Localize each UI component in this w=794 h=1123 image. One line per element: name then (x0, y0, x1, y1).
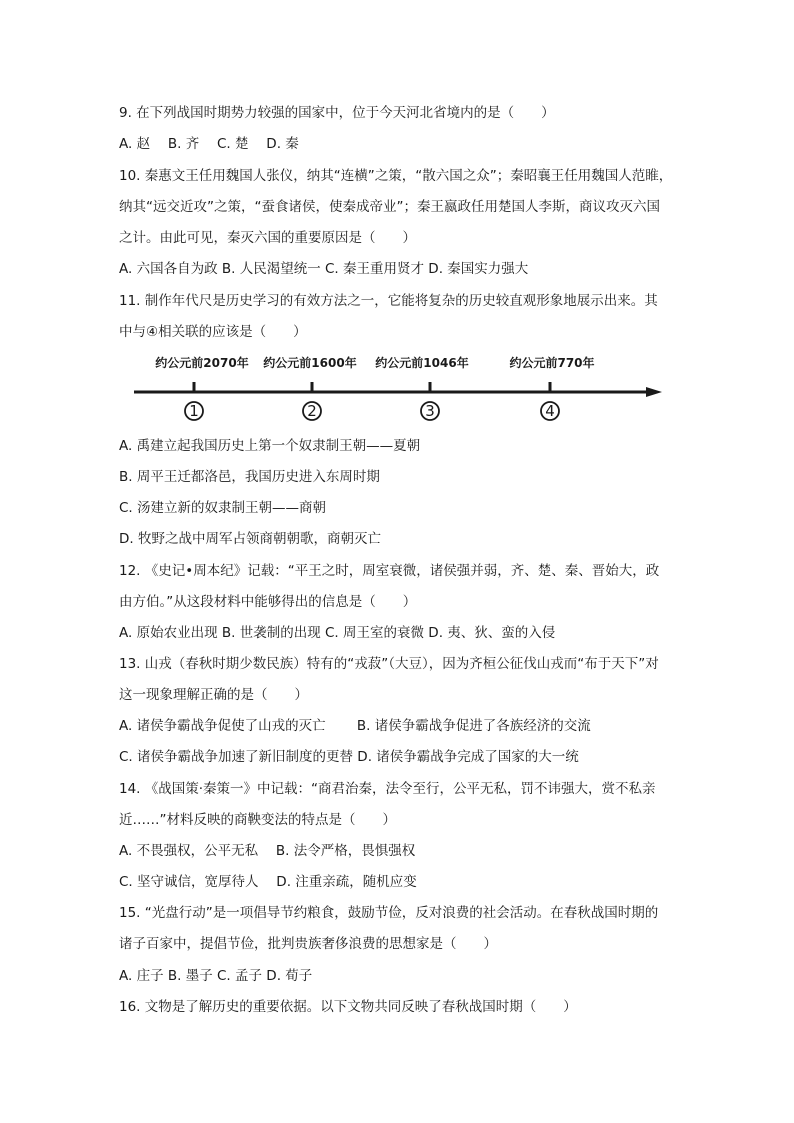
q11-option-b: B. 周平王迁都洛邑，我国历史进入东周时期 (119, 469, 380, 485)
timeline-number-4: 4 (545, 402, 555, 420)
q12-options: A. 原始农业出现 B. 世袭制的出现 C. 周王室的衰微 D. 夷、狄、蛮的入侵 (119, 625, 556, 641)
q16-stem: 16. 文物是了解历史的重要依据。以下文物共同反映了春秋战国时期（ ） (119, 999, 577, 1015)
q13-options-ab: A. 诸侯争霸战争促使了山戎的灭亡 B. 诸侯争霸战争促进了各族经济的交流 (119, 718, 591, 734)
q15-stem-1: 15. “光盘行动”是一项倡导节约粮食，鼓励节俭，反对浪费的社会活动。在春秋战国时期的 (119, 905, 659, 921)
timeline-diagram (130, 348, 670, 428)
timeline-number-3: 3 (425, 402, 435, 420)
q14-stem-2: 近……”材料反映的商鞅变法的特点是（ ） (119, 812, 396, 828)
q14-options-ab: A. 不畏强权，公平无私 B. 法令严格，畏惧强权 (119, 843, 416, 859)
timeline-label-4: 约公元前770年 (509, 356, 595, 370)
q10-options: A. 六国各自为政 B. 人民渴望统一 C. 秦王重用贤才 D. 秦国实力强大 (119, 261, 529, 277)
q9-options: A. 赵 B. 齐 C. 楚 D. 秦 (119, 136, 299, 152)
q13-options-cd: C. 诸侯争霸战争加速了新旧制度的更替 D. 诸侯争霸战争完成了国家的大一统 (119, 749, 579, 765)
timeline-number-2: 2 (307, 402, 317, 420)
q9-stem: 9. 在下列战国时期势力较强的国家中，位于今天河北省境内的是（ ） (119, 105, 555, 121)
q10-stem-3: 之计。由此可见，秦灭六国的重要原因是（ ） (119, 230, 416, 246)
timeline-number-1: 1 (189, 402, 199, 420)
q11-stem-1: 11. 制作年代尺是历史学习的有效方法之一，它能将复杂的历史较直观形象地展示出来。其 (119, 293, 658, 309)
q11-option-c: C. 汤建立新的奴隶制王朝——商朝 (119, 500, 327, 516)
timeline-arrow-icon (646, 387, 662, 397)
timeline-label-2: 约公元前1600年 (263, 356, 357, 370)
q11-stem-2: 中与④相关联的应该是（ ） (119, 324, 307, 340)
q13-stem-1: 13. 山戎（春秋时期少数民族）特有的“戎菽”（大豆），因为齐桓公征伐山戎而“布于天下”对 (119, 656, 659, 672)
q11-option-d: D. 牧野之战中周军占领商朝朝歌，商朝灭亡 (119, 531, 381, 547)
q15-options: A. 庄子 B. 墨子 C. 孟子 D. 荀子 (119, 968, 313, 984)
q12-stem-1: 12. 《史记•周本纪》记载：“平王之时，周室衰微，诸侯强并弱，齐、楚、秦、晋始大，政 (119, 563, 660, 579)
q14-stem-1: 14. 《战国策·秦策一》中记载：“商君治秦，法令至行，公平无私，罚不讳强大，赏不私亲 (119, 781, 656, 797)
timeline-label-1: 约公元前2070年 (155, 356, 249, 370)
q11-option-a: A. 禹建立起我国历史上第一个奴隶制王朝——夏朝 (119, 438, 421, 454)
q10-stem-2: 纳其“远交近攻”之策，“蚕食诸侯，使秦成帝业”；秦王嬴政任用楚国人李斯，商议攻灭六国 (119, 199, 660, 215)
q12-stem-2: 由方伯。”从这段材料中能够得出的信息是（ ） (119, 594, 417, 610)
q13-stem-2: 这一现象理解正确的是（ ） (119, 687, 308, 703)
q14-options-cd: C. 坚守诚信，宽厚待人 D. 注重亲疏，随机应变 (119, 874, 417, 890)
timeline-label-3: 约公元前1046年 (375, 356, 469, 370)
q10-stem-1: 10. 秦惠文王任用魏国人张仪，纳其“连横”之策，“散六国之众”；秦昭襄王任用魏国人范睢， (119, 168, 673, 184)
q15-stem-2: 诸子百家中，提倡节俭，批判贵族奢侈浪费的思想家是（ ） (119, 936, 497, 952)
